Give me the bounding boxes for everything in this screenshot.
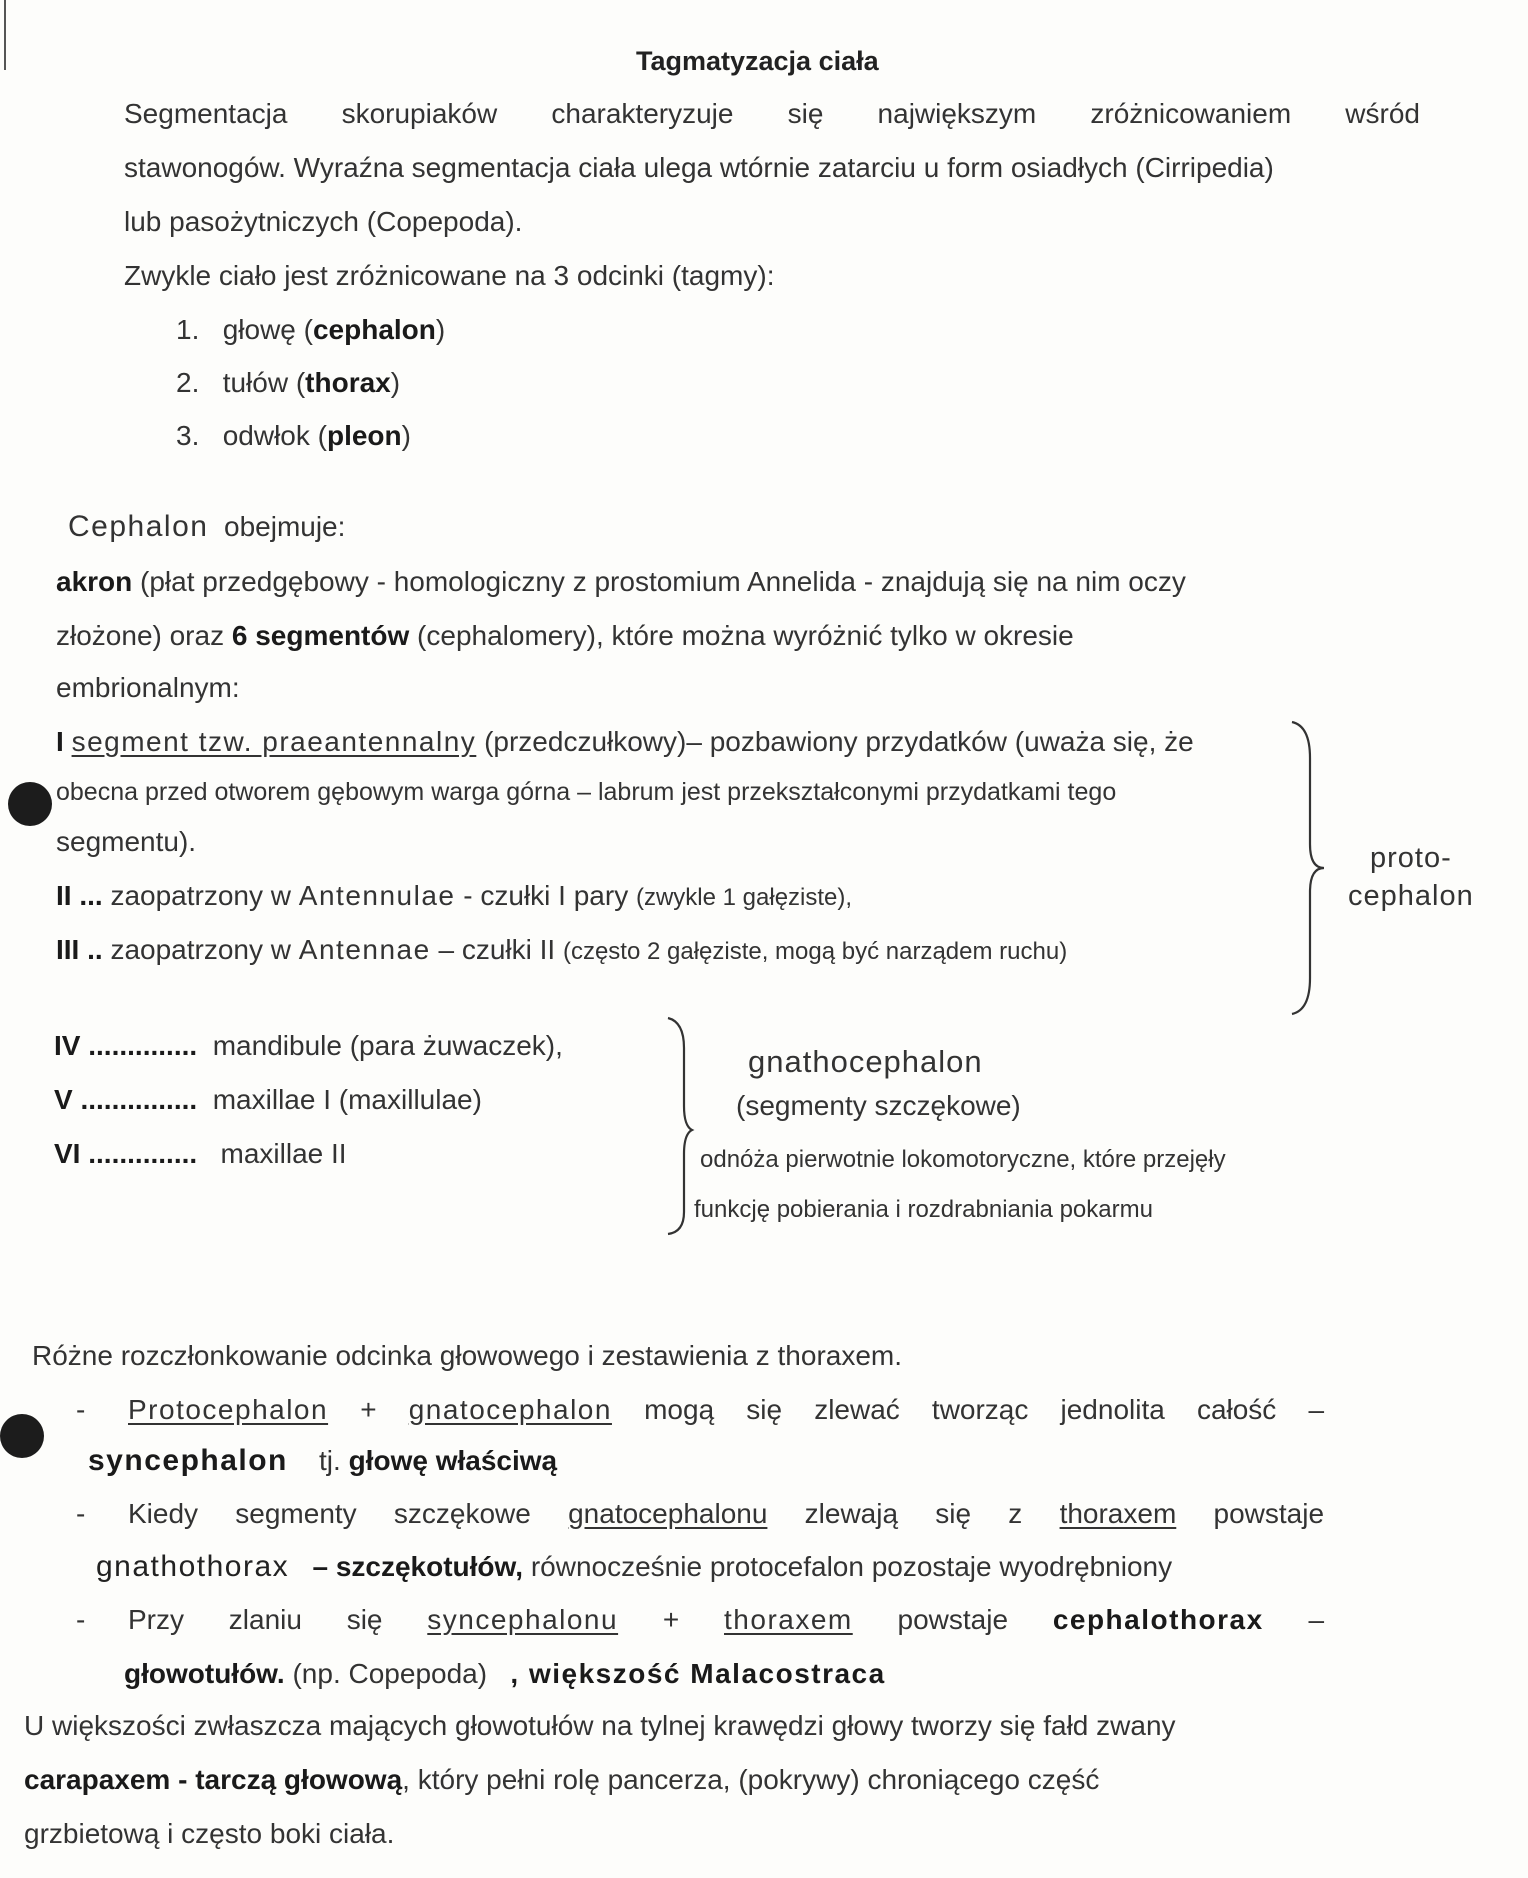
- plus-sign: +: [360, 1394, 377, 1425]
- akron-description: (płat przedgębowy - homologiczny z prostomium Annelida - znajdują się na nim oczy: [140, 566, 1186, 597]
- protocephalon-label-1: proto-: [1370, 842, 1452, 874]
- cephalon-line-2: [56, 620, 1074, 652]
- bullet-1-rest: mogą się zlewać tworząc jednolita całość –: [644, 1394, 1325, 1425]
- tagma-number: 2.: [176, 367, 200, 398]
- akron-line: [56, 566, 1186, 598]
- segment-2-number: II ...: [56, 880, 103, 911]
- page-title: Tagmatyzacja ciała: [636, 46, 879, 76]
- segment-1-number: I: [56, 726, 64, 757]
- segment-1-line-3: segmentu).: [56, 826, 197, 857]
- segment-2-text: zaopatrzony w: [110, 880, 292, 911]
- tagma-number: 3.: [176, 420, 200, 451]
- segment-1-line-2: obecna przed otworem gębowym warga górna – labrum jest przekształconymi przydatkami tego: [56, 778, 1117, 806]
- cephalon-heading-line: [68, 510, 345, 544]
- margin-mark: [4, 0, 6, 70]
- segment-2-rest: - czułki I pary: [463, 880, 629, 911]
- bullet-2-c: powstaje: [1213, 1498, 1325, 1529]
- glowotulow-term: głowotułów.: [124, 1658, 285, 1689]
- syncephalon-term: syncephalon: [88, 1444, 288, 1477]
- thoraxem-term: thoraxem: [724, 1604, 853, 1635]
- bullet-3-line-1: [128, 1604, 1324, 1636]
- bullet-3-a: Przy zlaniu się: [128, 1604, 383, 1635]
- cephalon-line-2-c: (cephalomery), które można wyróżnić tylko w okresie: [417, 620, 1074, 651]
- segment-2-note: (zwykle 1 gałęziste),: [635, 884, 853, 911]
- carapax-line-1: U większości zwłaszcza mających głowotułów na tylnej krawędzi głowy tworzy się fałd zwany: [24, 1710, 1176, 1741]
- intro-line-3: lub pasożytniczych (Copepoda).: [124, 206, 523, 237]
- copepoda-note: (np. Copepoda): [292, 1658, 488, 1689]
- bullet-2-line-2-rest: równocześnie protocefalon pozostaje wyodrębniony: [530, 1551, 1173, 1582]
- bullet-1-line-2: [88, 1444, 557, 1478]
- cephalothorax-term: cephalothorax: [1052, 1604, 1264, 1635]
- bullet-dash: -: [76, 1498, 86, 1529]
- segment-5-number: V: [54, 1084, 73, 1115]
- bullet-2-line-1: [128, 1498, 1324, 1530]
- bullet-3-end: –: [1308, 1604, 1325, 1635]
- segment-1-line: [56, 726, 1194, 758]
- antennae-term: Antennae: [298, 934, 431, 965]
- gnathocephalon-brace: [664, 1014, 694, 1238]
- antennulae-term: Antennulae: [298, 880, 456, 911]
- carapax-line-3: grzbietową i często boki ciała.: [24, 1818, 395, 1849]
- carapax-line-2: [24, 1764, 1099, 1796]
- tj-text: tj.: [319, 1445, 341, 1476]
- thoraxem-term: thoraxem: [1059, 1498, 1177, 1529]
- bullet-2-b: zlewają się z: [804, 1498, 1023, 1529]
- szczekotulow-term: – szczękotułów,: [312, 1551, 524, 1582]
- tagma-number: 1.: [176, 314, 200, 345]
- segment-6-dots: ..............: [88, 1138, 198, 1169]
- bullet-2-a: Kiedy segmenty szczękowe: [128, 1498, 531, 1529]
- gnathothorax-term: gnathothorax: [96, 1550, 290, 1583]
- tagma-item: [176, 367, 400, 399]
- tagma-name: głowę (: [222, 314, 313, 345]
- bullet-3-line-2: [124, 1658, 886, 1690]
- tagma-term: pleon: [326, 420, 402, 451]
- segment-4-text: mandibule (para żuwaczek),: [212, 1030, 563, 1061]
- segment-3-text: zaopatrzony w: [110, 934, 292, 965]
- tagma-name: tułów (: [222, 367, 306, 398]
- hole-punch-dot: [0, 1414, 44, 1458]
- segment-6-text: maxillae II: [220, 1138, 347, 1169]
- syncephalonu-term: syncephalonu: [427, 1604, 619, 1635]
- segment-2-line: [56, 880, 852, 912]
- cephalon-heading-rest: obejmuje:: [224, 511, 346, 542]
- gnathocephalon-title: gnathocephalon: [748, 1044, 983, 1079]
- segment-4-dots: ..............: [88, 1030, 198, 1061]
- segment-3-line: [56, 934, 1067, 966]
- malacostraca-note: , większość Malacostraca: [510, 1658, 886, 1689]
- segment-1-label: segment tzw. praeantennalny: [71, 726, 477, 757]
- segment-6-line: [54, 1138, 347, 1170]
- intro-line-2: stawonogów. Wyraźna segmentacja ciała ulega wtórnie zatarciu u form osiadłych (Cirripedia): [124, 152, 1274, 183]
- protocephalon-term: Protocephalon: [128, 1394, 329, 1425]
- bullet-3-b: powstaje: [897, 1604, 1009, 1635]
- tagma-close: ): [390, 367, 401, 398]
- bullet-dash: -: [76, 1394, 86, 1425]
- tagma-item: [176, 314, 445, 346]
- cephalon-line-2-a: złożone) oraz: [56, 620, 225, 651]
- cephalon-heading: Cephalon: [68, 510, 209, 543]
- tagma-name: odwłok (: [222, 420, 327, 451]
- segment-5-line: [54, 1084, 482, 1116]
- tagma-term: cephalon: [312, 314, 436, 345]
- tagma-item: [176, 420, 411, 452]
- bullet-1-line-1: [128, 1394, 1324, 1426]
- segment-4-number: IV: [54, 1030, 81, 1061]
- akron-term: akron: [56, 566, 133, 597]
- segment-3-number: III ..: [56, 934, 103, 965]
- intro-line-1: Segmentacja skorupiaków charakteryzuje się największym zróżnicowaniem wśród: [124, 98, 1420, 129]
- bullet-dash: -: [76, 1604, 86, 1635]
- gnathocephalon-note-2: funkcję pobierania i rozdrabniania pokarmu: [694, 1196, 1153, 1223]
- carapax-line-2-rest: , który pełni rolę pancerza, (pokrywy) chroniącego część: [402, 1764, 1100, 1795]
- segment-3-note: (często 2 gałęziste, mogą być narządem ruchu): [562, 938, 1068, 965]
- carapaxem-term: carapaxem - tarczą głowową: [24, 1764, 403, 1795]
- glowe-wlasciwa: głowę właściwą: [348, 1445, 558, 1476]
- tagma-close: ): [435, 314, 446, 345]
- protocephalon-label-2: cephalon: [1348, 880, 1474, 912]
- gnatocephalonu-term: gnatocephalonu: [568, 1498, 768, 1529]
- segment-6-number: VI: [54, 1138, 81, 1169]
- six-segments-term: 6 segmentów: [231, 620, 410, 651]
- gnathocephalon-subtitle: (segmenty szczękowe): [736, 1090, 1021, 1121]
- segment-1-description: (przedczułkowy)– pozbawiony przydatków (uważa się, że: [484, 726, 1194, 757]
- segment-3-rest: – czułki II: [438, 934, 556, 965]
- segment-5-dots: ...............: [80, 1084, 198, 1115]
- segment-4-line: [54, 1030, 563, 1062]
- hole-punch-dot: [8, 782, 52, 826]
- gnatocephalon-term: gnatocephalon: [408, 1394, 612, 1425]
- gnathocephalon-note-1: odnóża pierwotnie lokomotoryczne, które przejęły: [700, 1146, 1226, 1173]
- segment-5-text: maxillae I (maxillulae): [212, 1084, 482, 1115]
- intro-line-4: Zwykle ciało jest zróżnicowane na 3 odcinki (tagmy):: [124, 260, 775, 291]
- protocephalon-brace: [1288, 718, 1328, 1018]
- plus-sign: +: [662, 1604, 680, 1635]
- bullet-2-line-2: [96, 1550, 1172, 1584]
- rozne-heading: Różne rozczłonkowanie odcinka głowowego i zestawienia z thoraxem.: [32, 1340, 903, 1371]
- tagma-term: thorax: [305, 367, 391, 398]
- cephalon-line-3: embrionalnym:: [56, 672, 240, 703]
- tagma-close: ): [401, 420, 411, 451]
